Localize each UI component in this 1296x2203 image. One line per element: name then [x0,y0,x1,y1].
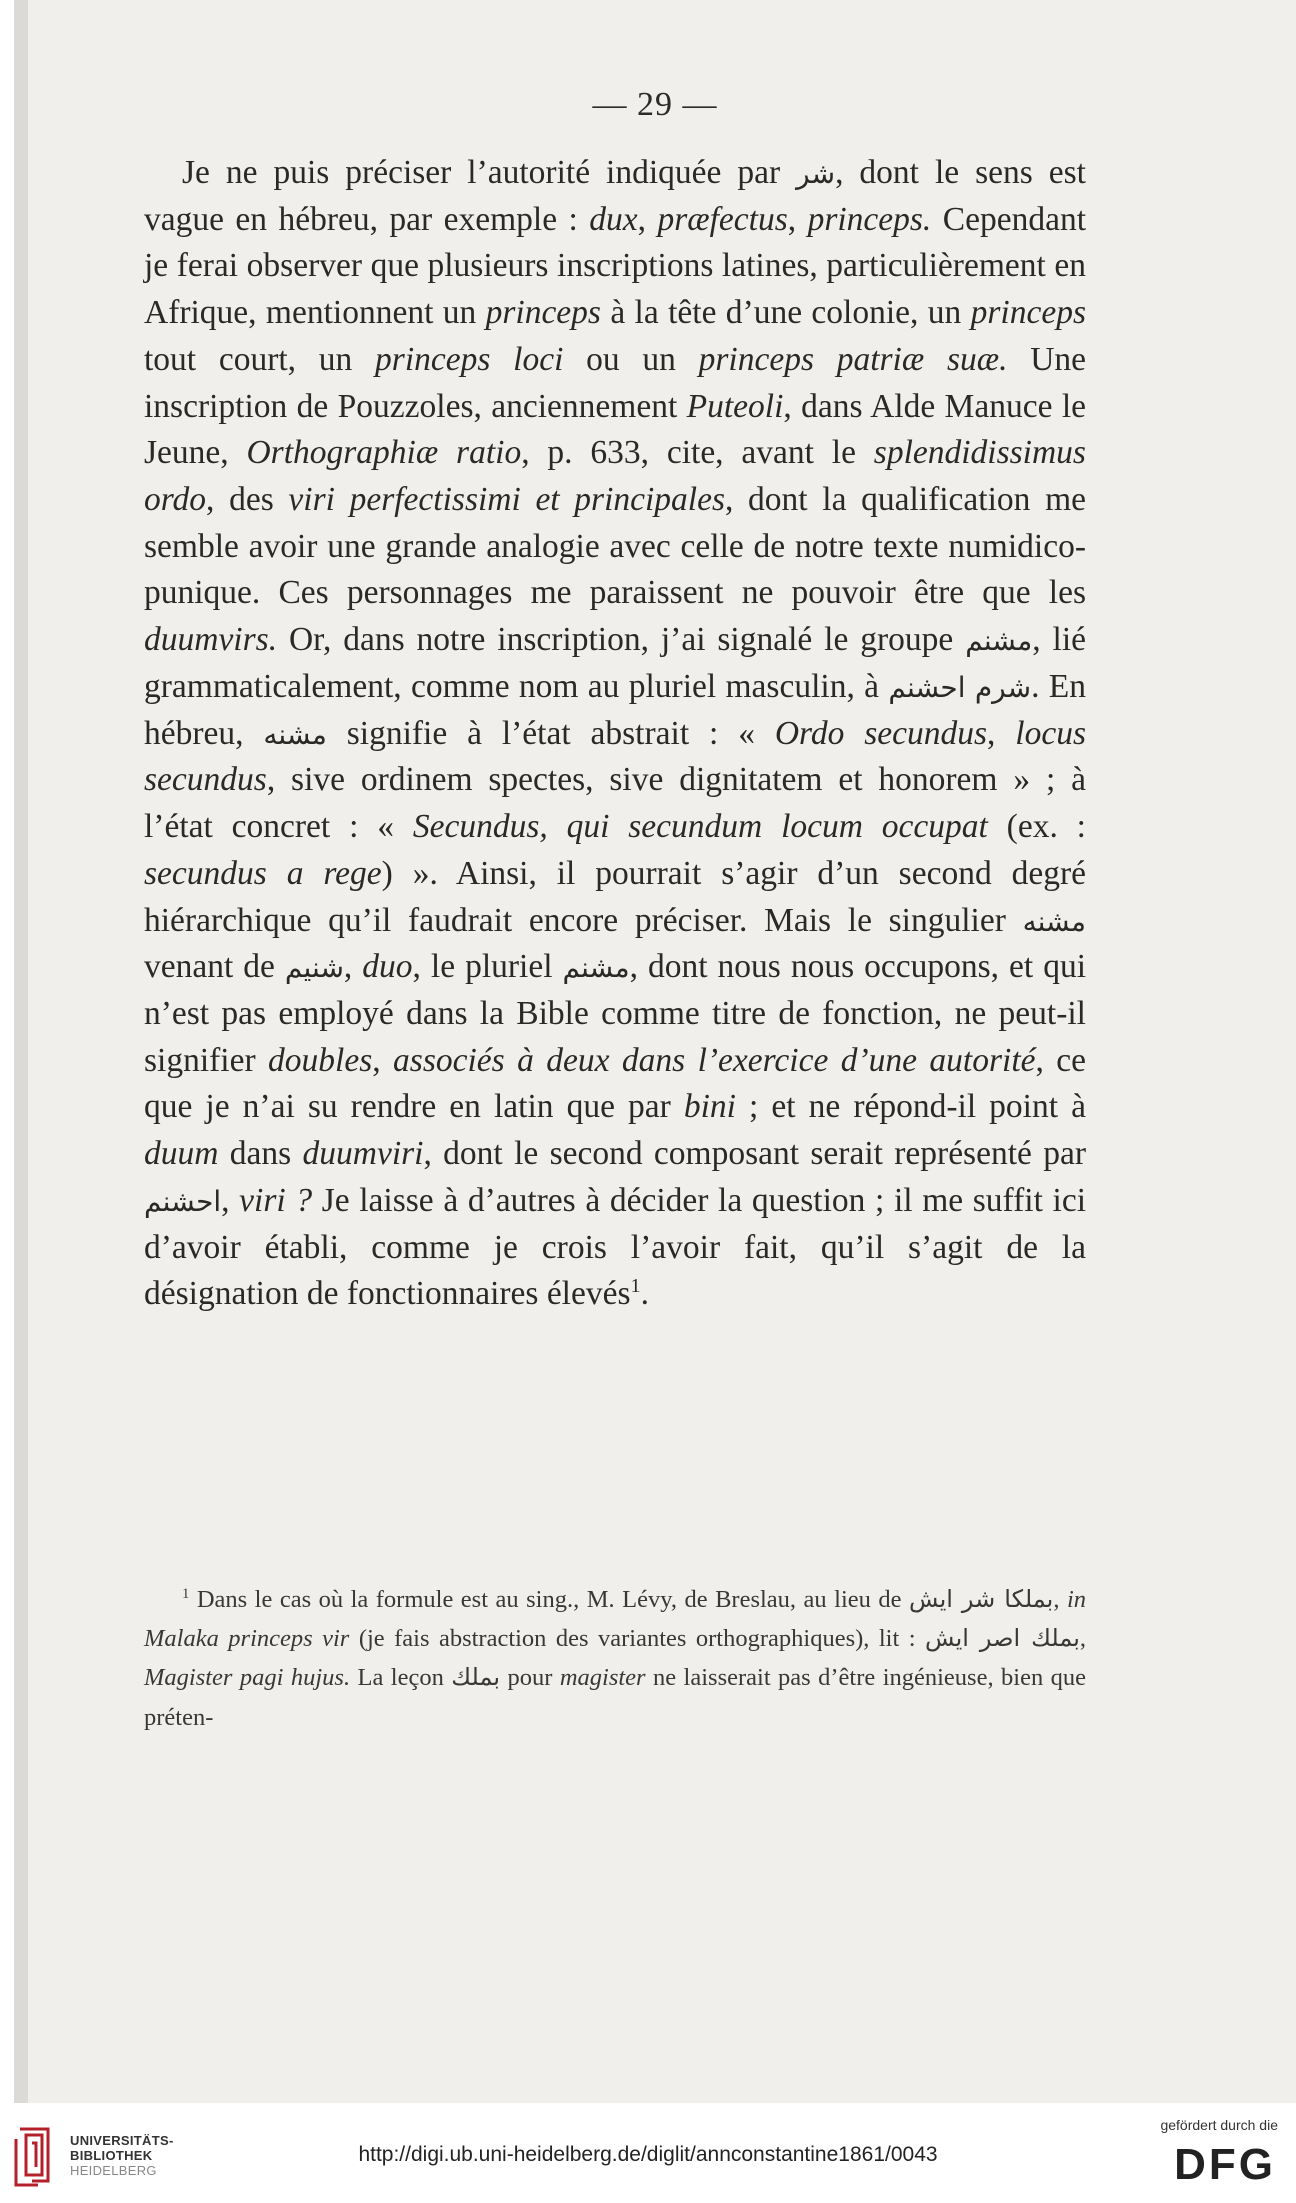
footnote-text: $^1$ Dans le cas où la formule est au sing., M. Lévy, de Breslau, au lieu de بملكا شر ايش, in Malaka princeps vir (je fais abstraction des variantes orthographiques), lit : بملك اصر ايش, Magister pagi hujus. La leçon بملك pour magister ne laisserait pas d’être ingénieuse, bien que préten- [144,1585,1087,1731]
main-paragraph: Je ne puis préciser l’autorité indiquée par شر, dont le sens est vague en hébreu, par exemple : dux, præfectus, princeps. Cependant je ferai observer que plusieurs inscriptions latines, particulièrement en Afrique, mentionnent un princeps à la tête d’une colonie, un princeps tout court, un princeps loci ou un princeps patriæ suæ. Une inscription de Pouzzoles, anciennement Puteoli, dans Alde Manuce le Jeune, Orthographiæ ratio, p. 633, cite, avant le splendidissimus ordo, des viri perfectissimi et principales, dont la qualification me semble avoir une grande analogie avec celle de notre texte numidico-punique. Ces personnages me paraissent ne pouvoir être que les duumvirs. Or, dans notre inscription, j’ai signalé le groupe مشنم, lié grammaticalement, comme nom au pluriel masculin, à احشنم شرم. En hébreu, مشنه signifie à l’état abstrait : « Ordo secundus, locus secundus, sive ordinem spectes, sive dignitatem et honorem » ; à l’état concret : « Secundus, qui secundum locum occupat (ex. : secundus a rege) ». Ainsi, il pourrait s’agir d’un second degré hiérarchique qu’il faudrait encore préciser. Mais le singulier مشنه venant de شنيم, duo, le pluriel مشنم, dont nous nous occupons, et qui n’est pas employé dans la Bible comme titre de fonction, ne peut-il signifier doubles, associés à deux dans l’exercice d’une autorité, ce que je n’ai su rendre en latin que par bini ; et ne répond-il point à duum dans duumviri, dont le second composant serait représenté par احشنم, viri ? Je laisse à d’autres à décider la question ; il me suffit ici d’avoir établi, comme je crois l’avoir fait, qu’il s’agit de la désignation de fonctionnaires élevés$^1$. [144,154,1087,1313]
dfg-logo: DFG [1174,2140,1276,2189]
page-number: — 29 — [592,86,718,123]
scanned-page [14,0,1296,2103]
page-edge [14,0,28,2103]
source-url-link[interactable]: http://digi.ub.uni-heidelberg.de/diglit/annconstantine1861/0043 [358,2143,938,2166]
main-text [144,150,1086,1318]
library-name-line3: HEIDELBERG [70,2163,157,2178]
footnote [144,1580,1086,1737]
library-name-line2: BIBLIOTHEK [70,2148,153,2163]
viewer-footer [0,2103,1296,2203]
funded-by-label: gefördert durch die [1160,2117,1278,2133]
library-name-line1: UNIVERSITÄTS- [70,2133,174,2148]
